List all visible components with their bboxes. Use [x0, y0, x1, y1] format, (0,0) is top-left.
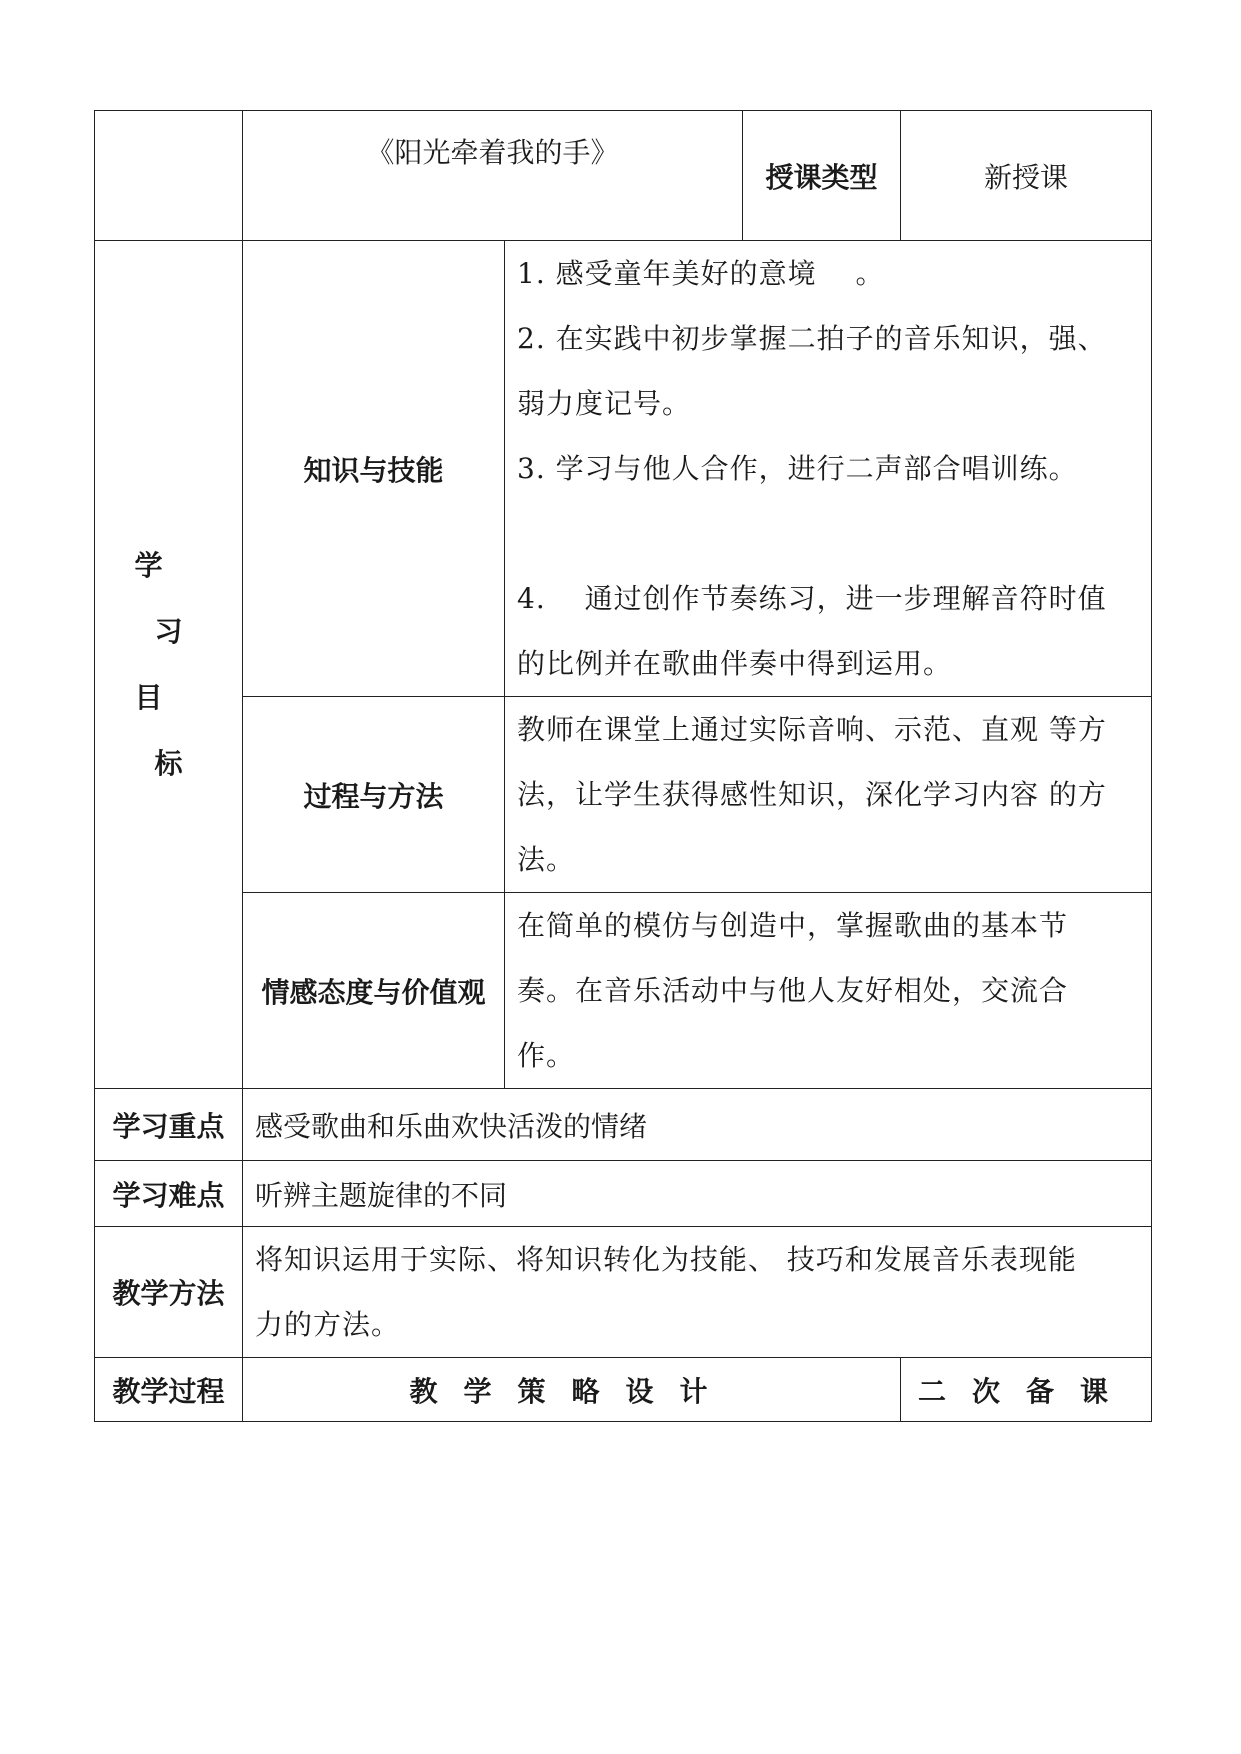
lesson-plan-table: [94, 110, 1152, 1422]
key-point-label: 学习重点: [95, 1089, 243, 1161]
emotion-label: 情感态度与价值观: [243, 893, 505, 1089]
emotion-row: [95, 893, 1152, 1089]
objectives-label-line2: 目 标: [134, 680, 223, 780]
difficulty-value: 听辨主题旋律的不同: [243, 1161, 1152, 1227]
key-point-row: [95, 1089, 1152, 1161]
process-row: [95, 697, 1152, 893]
blank-gap: [517, 501, 1141, 566]
method-row: [95, 1227, 1152, 1358]
lesson-type-value: 新授课: [901, 111, 1152, 241]
knowledge-item-4-cont: 的比例并在歌曲伴奏中得到运用。: [517, 647, 953, 680]
lesson-title: 《阳光牵着我的手》: [243, 111, 743, 241]
process-line-2: 法，让学生获得感性知识，深化学习内容 的方: [517, 778, 1107, 811]
process-content: [505, 697, 1152, 893]
emotion-line-2: 奏。在音乐活动中与他人友好相处，交流合: [517, 974, 1069, 1007]
teaching-process-label: 教学过程: [95, 1358, 243, 1422]
difficulty-label: 学习难点: [95, 1161, 243, 1227]
strategy-design-header: 教学策略设计: [243, 1358, 901, 1422]
second-prep-header: 二次备课: [901, 1358, 1152, 1422]
objectives-label: [95, 241, 243, 1089]
method-line-2: 力的方法。: [255, 1308, 401, 1341]
objectives-label-line1: 学 习: [134, 548, 223, 648]
method-line-1: 将知识运用于实际、将知识转化为技能、 技巧和发展音乐表现能: [255, 1243, 1077, 1276]
method-label: 教学方法: [95, 1227, 243, 1358]
process-line-3: 法。: [517, 843, 576, 876]
lesson-type-label: 授课类型: [743, 111, 901, 241]
key-point-value: 感受歌曲和乐曲欢快活泼的情绪: [243, 1089, 1152, 1161]
knowledge-item-4: 4. 通过创作节奏练习，进一步理解音符时值: [517, 582, 1107, 615]
knowledge-content: [505, 241, 1152, 697]
knowledge-label: 知识与技能: [243, 241, 505, 697]
emotion-content: [505, 893, 1152, 1089]
knowledge-item-3: 3. 学习与他人合作，进行二声部合唱训练。: [517, 452, 1078, 485]
knowledge-row: [95, 241, 1152, 697]
process-line-1: 教师在课堂上通过实际音响、示范、直观 等方: [517, 713, 1107, 746]
header-empty-cell: [95, 111, 243, 241]
knowledge-item-1: 1. 感受童年美好的意境 。: [517, 257, 885, 290]
process-label: 过程与方法: [243, 697, 505, 893]
header-row: [95, 111, 1152, 241]
method-content: [243, 1227, 1152, 1358]
teaching-process-row: [95, 1358, 1152, 1422]
knowledge-item-2-cont: 弱力度记号。: [517, 387, 692, 420]
difficulty-row: [95, 1161, 1152, 1227]
knowledge-item-2: 2. 在实践中初步掌握二拍子的音乐知识，强、: [517, 322, 1107, 355]
emotion-line-3: 作。: [517, 1039, 576, 1072]
emotion-line-1: 在简单的模仿与创造中，掌握歌曲的基本节: [517, 909, 1069, 942]
